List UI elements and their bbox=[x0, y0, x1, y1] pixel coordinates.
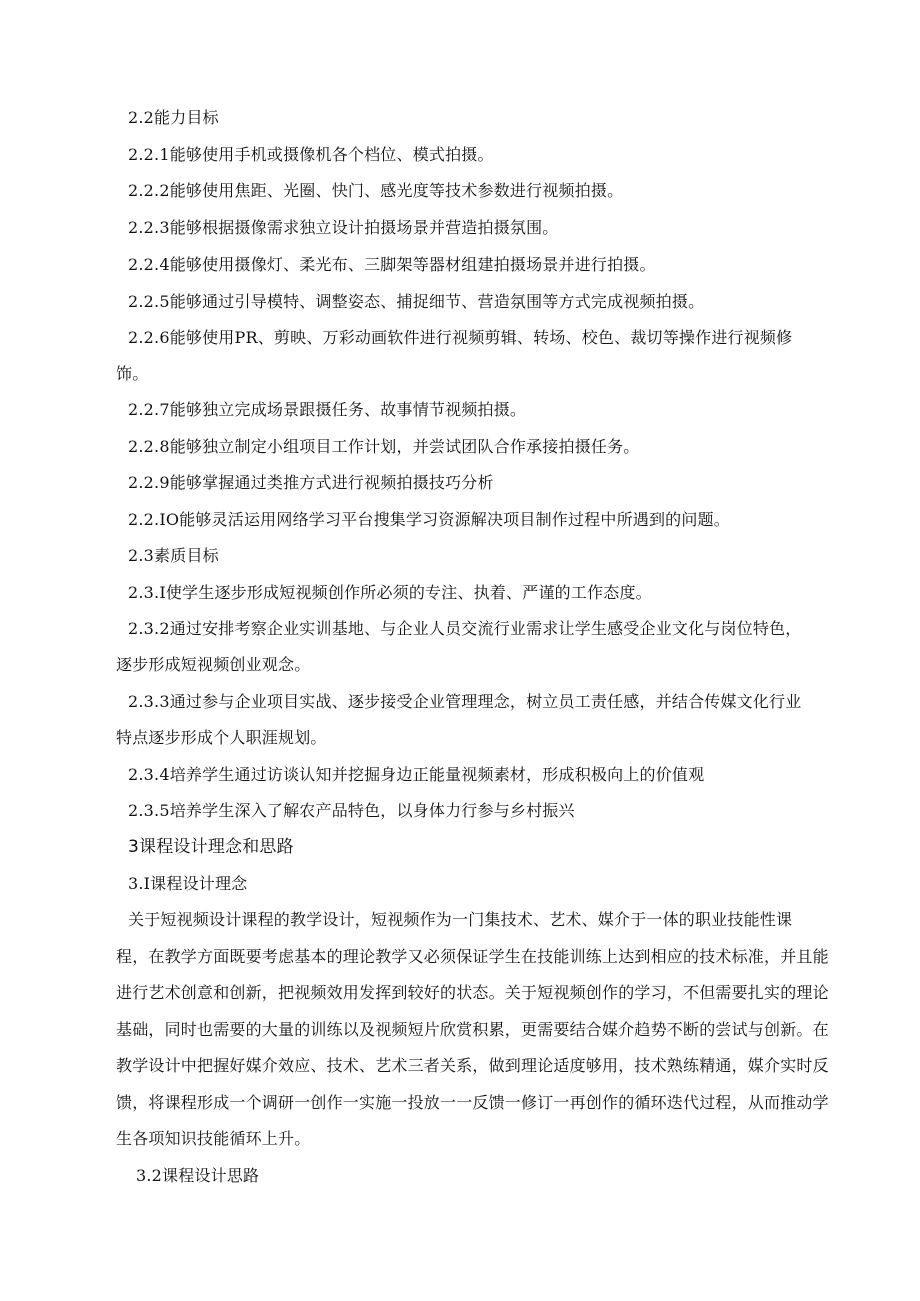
list-item: 2.2.1能够使用手机或摄像机各个档位、模式拍摄。 bbox=[128, 145, 494, 164]
list-item: 2.2.4能够使用摄像灯、柔光布、三脚架等器材组建拍摄场景并进行拍摄。 bbox=[128, 255, 656, 274]
list-item: 2.3.I使学生逐步形成短视频创作所必须的专注、执着、严谨的工作态度。 bbox=[128, 583, 652, 602]
subsection-heading-3-1: 3.I课程设计理念 bbox=[128, 874, 248, 893]
list-item-continuation: 饰。 bbox=[116, 364, 149, 383]
paragraph-line: 基础，同时也需要的大量的训练以及视频短片欣赏积累，更需要结合媒介趋势不断的尝试与创新。在 bbox=[116, 1020, 829, 1039]
paragraph-line: 教学设计中把握好媒介效应、技术、艺术三者关系，做到理论适度够用，技术熟练精通，媒介实时反 bbox=[116, 1056, 829, 1075]
paragraph-line: 进行艺术创意和创新，把视频效用发挥到较好的状态。关于短视频创作的学习，不但需要扎实的理论 bbox=[116, 983, 829, 1002]
list-item: 2.2.6能够使用PR、剪映、万彩动画软件进行视频剪辑、转场、校色、裁切等操作进行视频修 bbox=[128, 328, 793, 347]
list-item: 2.2.IO能够灵活运用网络学习平台搜集学习资源解决项目制作过程中所遇到的问题。 bbox=[128, 510, 730, 529]
list-item: 2.2.8能够独立制定小组项目工作计划，并尝试团队合作承接拍摄任务。 bbox=[128, 437, 640, 456]
paragraph-line: 关于短视频设计课程的教学设计，短视频作为一门集技术、艺术、媒介于一体的职业技能性课 bbox=[128, 910, 793, 929]
list-item: 2.2.5能够通过引导模特、调整姿态、捕捉细节、营造氛围等方式完成视频拍摄。 bbox=[128, 292, 705, 311]
paragraph-line: 生各项知识技能循环上升。 bbox=[116, 1129, 311, 1148]
list-item: 2.2.2能够使用焦距、光圈、快门、感光度等技术参数进行视频拍摄。 bbox=[128, 181, 624, 200]
section-heading-2-2: 2.2能力目标 bbox=[128, 108, 219, 127]
list-item: 2.3.5培养学生深入了解农产品特色，以身体力行参与乡村振兴 bbox=[128, 801, 575, 820]
list-item: 2.2.9能够掌握通过类推方式进行视频拍摄技巧分析 bbox=[128, 473, 494, 492]
list-item: 2.3.4培养学生通过访谈认知并挖掘身边正能量视频素材，形成积极向上的价值观 bbox=[128, 765, 705, 784]
list-item-continuation: 逐步形成短视频创业观念。 bbox=[116, 655, 311, 674]
list-item: 2.2.3能够根据摄像需求独立设计拍摄场景并营造拍摄氛围。 bbox=[128, 218, 559, 237]
subsection-heading-3-2: 3.2课程设计思路 bbox=[136, 1166, 260, 1185]
section-heading-2-3: 2.3素质目标 bbox=[128, 546, 219, 565]
paragraph-line: 程，在教学方面既要考虑基本的理论教学又必须保证学生在技能训练上达到相应的技术标准，并且能 bbox=[116, 947, 829, 966]
list-item-continuation: 特点逐步形成个人职涯规划。 bbox=[116, 728, 327, 747]
list-item: 2.2.7能够独立完成场景跟摄任务、故事情节视频拍摄。 bbox=[128, 400, 527, 419]
list-item: 2.3.3通过参与企业项目实战、逐步接受企业管理理念，树立员工责任感，并结合传媒文化行业 bbox=[128, 692, 802, 711]
list-item: 2.3.2通过安排考察企业实训基地、与企业人员交流行业需求让学生感受企业文化与岗位特色， bbox=[128, 619, 802, 638]
paragraph-line: 馈，将课程形成一个调研一创作一实施一投放一一反馈一修订一再创作的循环迭代过程，从而推动学 bbox=[116, 1093, 829, 1112]
section-heading-3: 3课程设计理念和思路 bbox=[128, 837, 294, 857]
